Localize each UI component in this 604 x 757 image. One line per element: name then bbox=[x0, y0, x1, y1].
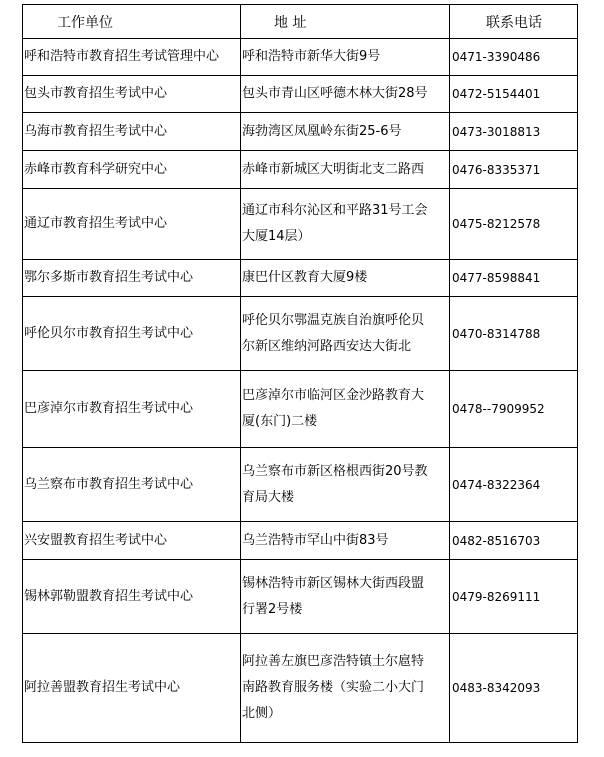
header-phone: 联系电话 bbox=[450, 5, 578, 39]
header-address: 地 址 bbox=[241, 5, 450, 39]
address-line: 厦(东门)二楼 bbox=[242, 414, 318, 429]
cell-address bbox=[241, 560, 450, 634]
table-row bbox=[23, 371, 578, 448]
table-row bbox=[23, 448, 578, 522]
table-row bbox=[23, 113, 578, 151]
address-line: 呼和浩特市新华大街9号 bbox=[242, 49, 381, 64]
cell-phone: 0471-3390486 bbox=[450, 39, 578, 76]
address-line: 尔新区维纳河路西安达大街北 bbox=[242, 338, 412, 354]
address-line: 阿拉善左旗巴彦浩特镇土尔扈特 bbox=[242, 654, 425, 669]
cell-phone: 0474-8322364 bbox=[450, 448, 578, 522]
cell-phone: 0478--7909952 bbox=[450, 371, 578, 448]
cell-unit: 兴安盟教育招生考试中心 bbox=[23, 522, 241, 560]
cell-address bbox=[241, 260, 450, 297]
cell-address bbox=[241, 448, 450, 522]
table-header-row bbox=[23, 5, 578, 39]
cell-unit: 锡林郭勒盟教育招生考试中心 bbox=[23, 560, 241, 634]
address-line: 康巴什区教育大厦9楼 bbox=[242, 270, 368, 285]
cell-address bbox=[241, 113, 450, 151]
cell-address bbox=[241, 151, 450, 189]
address-line: 乌兰察布市新区格根西街20号教 bbox=[242, 463, 428, 479]
address-line: 通辽市科尔沁区和平路31号工会 bbox=[242, 203, 428, 218]
cell-unit: 通辽市教育招生考试中心 bbox=[23, 189, 241, 260]
cell-phone: 0479-8269111 bbox=[450, 560, 578, 634]
header-unit: 工作单位 bbox=[23, 5, 241, 39]
cell-address bbox=[241, 39, 450, 76]
contact-table bbox=[22, 4, 578, 743]
address-line: 包头市青山区呼德木林大街28号 bbox=[242, 86, 428, 101]
address-line: 锡林浩特市新区锡林大街西段盟 bbox=[242, 575, 425, 591]
cell-address bbox=[241, 522, 450, 560]
cell-phone: 0475-8212578 bbox=[450, 189, 578, 260]
address-line: 赤峰市新城区大明街北支二路西 bbox=[242, 161, 425, 177]
cell-phone: 0470-8314788 bbox=[450, 297, 578, 371]
table-row bbox=[23, 260, 578, 297]
cell-unit: 赤峰市教育科学研究中心 bbox=[23, 151, 241, 189]
table-row bbox=[23, 39, 578, 76]
table-row bbox=[23, 297, 578, 371]
address-line: 巴彦淖尔市临河区金沙路教育大 bbox=[242, 388, 425, 403]
table-row bbox=[23, 76, 578, 113]
table-row bbox=[23, 151, 578, 189]
cell-phone: 0472-5154401 bbox=[450, 76, 578, 113]
address-line: 南路教育服务楼（实验二小大门 bbox=[242, 680, 425, 695]
table-row bbox=[23, 560, 578, 634]
cell-unit: 鄂尔多斯市教育招生考试中心 bbox=[23, 260, 241, 297]
cell-address bbox=[241, 76, 450, 113]
cell-unit: 乌海市教育招生考试中心 bbox=[23, 113, 241, 151]
address-line: 育局大楼 bbox=[242, 489, 295, 505]
cell-unit: 乌兰察布市教育招生考试中心 bbox=[23, 448, 241, 522]
cell-address bbox=[241, 634, 450, 743]
cell-phone: 0476-8335371 bbox=[450, 151, 578, 189]
address-line: 北侧） bbox=[242, 706, 282, 721]
cell-unit: 呼和浩特市教育招生考试管理中心 bbox=[23, 39, 241, 76]
address-line: 行署2号楼 bbox=[242, 601, 303, 617]
cell-unit: 阿拉善盟教育招生考试中心 bbox=[23, 634, 241, 743]
cell-unit: 巴彦淖尔市教育招生考试中心 bbox=[23, 371, 241, 448]
table-row bbox=[23, 189, 578, 260]
cell-unit: 呼伦贝尔市教育招生考试中心 bbox=[23, 297, 241, 371]
table-row bbox=[23, 634, 578, 743]
cell-phone: 0483-8342093 bbox=[450, 634, 578, 743]
cell-phone: 0477-8598841 bbox=[450, 260, 578, 297]
address-line: 大厦14层） bbox=[242, 229, 311, 244]
cell-unit: 包头市教育招生考试中心 bbox=[23, 76, 241, 113]
cell-address bbox=[241, 371, 450, 448]
cell-address bbox=[241, 189, 450, 260]
table-row bbox=[23, 522, 578, 560]
cell-phone: 0482-8516703 bbox=[450, 522, 578, 560]
cell-address bbox=[241, 297, 450, 371]
cell-phone: 0473-3018813 bbox=[450, 113, 578, 151]
address-line: 呼伦贝尔鄂温克族自治旗呼伦贝 bbox=[242, 312, 425, 328]
address-line: 海勃湾区凤凰岭东街25-6号 bbox=[242, 123, 402, 139]
address-line: 乌兰浩特市罕山中街83号 bbox=[242, 532, 389, 548]
